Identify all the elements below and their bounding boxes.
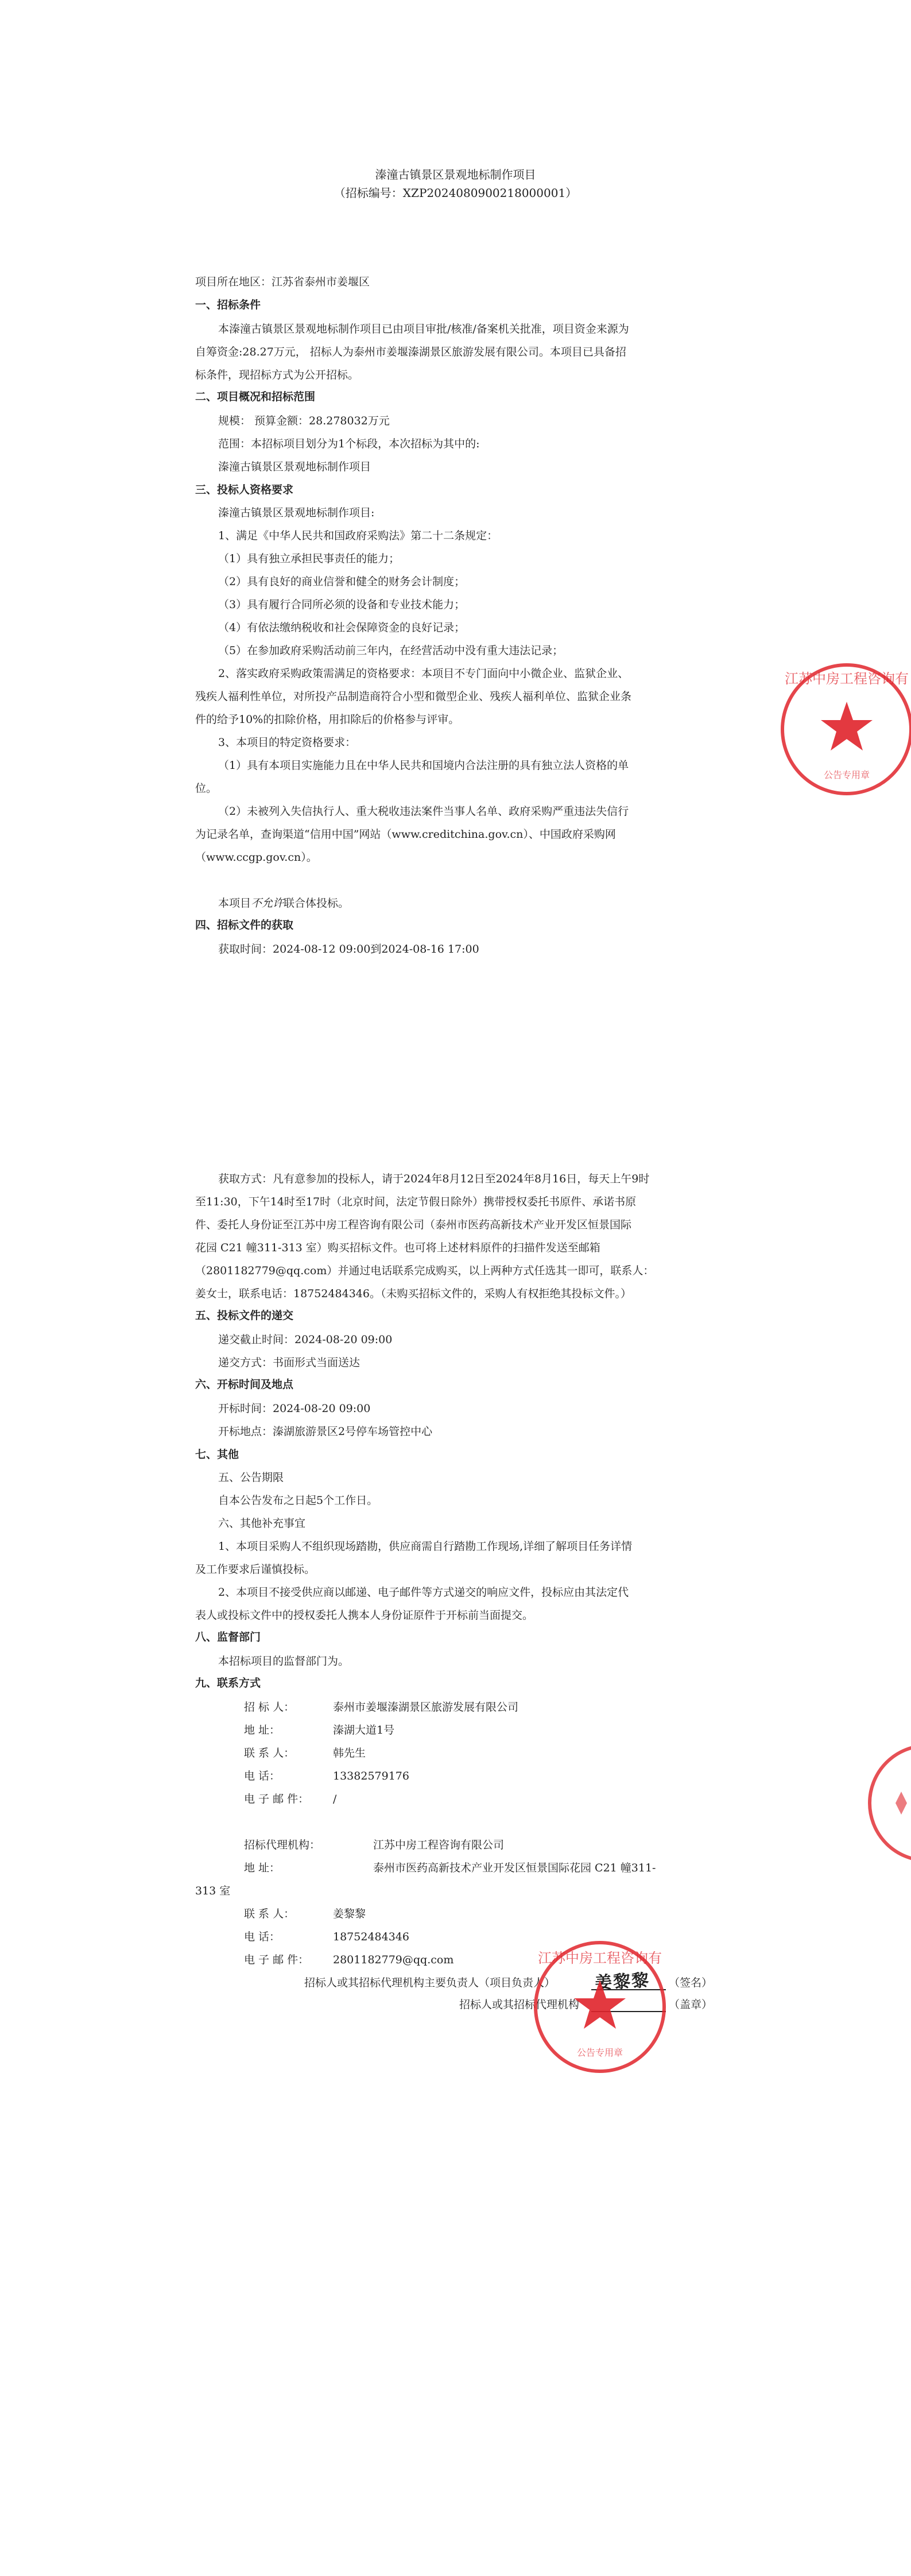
- s5-line2: 递交方式：书面形式当面送达: [218, 1356, 360, 1369]
- s2-line2: 范围：本招标项目划分为1个标段，本次招标为其中的:: [218, 438, 480, 450]
- tenderer-address-label: 地 址：: [244, 1724, 281, 1736]
- agency-email-label: 电 子 邮 件：: [244, 1954, 309, 1966]
- s7-line3: 六、其他补充事宜: [218, 1517, 306, 1530]
- tenderer-address-value: 溱湖大道1号: [333, 1724, 395, 1736]
- s7-line6: 2、本项目不接受供应商以邮递、电子邮件等方式递交的响应文件，投标应由其法定代: [218, 1586, 629, 1599]
- s2-line3: 溱潼古镇景区景观地标制作项目: [218, 461, 371, 473]
- s5-line1: 递交截止时间：2024-08-20 09:00: [218, 1333, 393, 1346]
- s3-consortium-b: 不允许: [251, 897, 284, 910]
- s4-line7: 姜女士，联系电话：18752484346。（未购买招标文件的，采购人有权拒绝其投标文件。）: [195, 1287, 631, 1300]
- tenderer-contact-label: 联 系 人：: [244, 1747, 295, 1759]
- s3-line15: 为记录名单，查询渠道“信用中国”网站（www.creditchina.gov.cn）、中国政府采购网: [195, 828, 616, 841]
- svg-text:江苏中房工程咨询有: 江苏中房工程咨询有: [785, 671, 909, 687]
- section-1-heading: 一、招标条件: [195, 299, 261, 311]
- s7-line2: 自本公告发布之日起5个工作日。: [218, 1494, 378, 1507]
- agency-email-value: 2801182779@qq.com: [333, 1954, 454, 1966]
- project-location: 项目所在地区：江苏省泰州市姜堰区: [195, 276, 370, 288]
- s3-line13: 位。: [195, 782, 218, 795]
- s3-line11: 3、本项目的特定资格要求：: [218, 736, 356, 749]
- s4-line3: 至11:30，下午14时至17时（北京时间，法定节假日除外）携带授权委托书原件、承诺书原: [195, 1196, 637, 1208]
- s3-line7: （5）在参加政府采购活动前三年内，在经营活动中没有重大违法记录；: [218, 644, 564, 657]
- s3-consortium-a: 本项目: [218, 897, 251, 910]
- s3-line2: 1、满足《中华人民共和国政府采购法》第二十二条规定：: [218, 529, 498, 542]
- tenderer-phone-label: 电 话：: [244, 1770, 281, 1782]
- agency-label: 招标代理机构：: [244, 1839, 321, 1851]
- section-6-heading: 六、开标时间及地点: [195, 1378, 294, 1391]
- s8-line1: 本招标项目的监督部门为。: [218, 1655, 350, 1668]
- s6-line2: 开标地点：溱湖旅游景区2号停车场管控中心: [218, 1425, 433, 1438]
- agency-address-value: 泰州市医药高新技术产业开发区恒景国际花园 C21 幢311-: [373, 1862, 656, 1874]
- tenderer-label: 招 标 人：: [244, 1701, 295, 1714]
- bid-number: （招标编号：XZP2024080900218000001）: [334, 186, 577, 200]
- s7-line4: 1、本项目采购人不组织现场踏勘，供应商需自行踏勘工作现场,详细了解项目任务详情: [218, 1540, 633, 1553]
- document-title: 溱潼古镇景区景观地标制作项目: [375, 168, 536, 181]
- agency-contact-label: 联 系 人：: [244, 1908, 295, 1920]
- s4-line1: 获取时间：2024-08-12 09:00到2024-08-16 17:00: [218, 943, 479, 956]
- agency-address-label: 地 址：: [244, 1862, 281, 1874]
- handwritten-signature: 姜黎黎: [594, 1970, 651, 1994]
- section-3-heading: 三、投标人资格要求: [195, 484, 294, 496]
- partial-seal-right-edge: [867, 1740, 911, 1866]
- s1-line3: 标条件，现招标方式为公开招标。: [195, 369, 359, 381]
- agency-value: 江苏中房工程咨询有限公司: [373, 1839, 505, 1851]
- s7-line1: 五、公告期限: [218, 1471, 284, 1484]
- s7-line7: 表人或投标文件中的授权委托人携本人身份证原件于开标前当面提交。: [195, 1609, 534, 1622]
- tenderer-phone-value: 13382579176: [333, 1770, 409, 1782]
- s3-line5: （3）具有履行合同所必须的设备和专业技术能力；: [218, 598, 466, 611]
- s2-line1: 规模： 预算金额：28.278032万元: [218, 415, 390, 427]
- s3-line12: （1）具有本项目实施能力且在中华人民共和国境内合法注册的具有独立法人资格的单: [218, 759, 629, 772]
- sign-line-2-label: 招标人或其招标代理机构: [459, 1998, 580, 2011]
- s3-consortium-line: [218, 896, 349, 911]
- section-8-heading: 八、监督部门: [195, 1631, 261, 1643]
- section-7-heading: 七、其他: [195, 1448, 239, 1461]
- s6-line1: 开标时间：2024-08-20 09:00: [218, 1402, 371, 1415]
- s3-line9: 残疾人福利性单位，对所投产品制造商符合小型和微型企业、残疾人福利单位、监狱企业条: [195, 690, 632, 703]
- agency-phone-label: 电 话：: [244, 1931, 281, 1943]
- tenderer-email-value: /: [333, 1793, 337, 1805]
- tenderer-value: 泰州市姜堰溱湖景区旅游发展有限公司: [333, 1701, 519, 1714]
- s7-line5: 及工作要求后谨慎投标。: [195, 1563, 316, 1576]
- tenderer-email-label: 电 子 邮 件：: [244, 1793, 309, 1805]
- svg-text:江苏中房工程咨询有: 江苏中房工程咨询有: [538, 1950, 662, 1966]
- s3-line14: （2）未被列入失信执行人、重大税收违法案件当事人名单、政府采购严重违法失信行: [218, 805, 629, 818]
- s3-line8: 2、落实政府采购政策需满足的资格要求：本项目不专门面向中小微企业、监狱企业、: [218, 667, 629, 680]
- section-9-heading: 九、联系方式: [195, 1677, 261, 1689]
- s3-line6: （4）有依法缴纳税收和社会保障资金的良好记录；: [218, 621, 466, 634]
- s4-line5: 花园 C21 幢311-313 室）购买招标文件。也可将上述材料原件的扫描件发送至邮箱: [195, 1241, 600, 1254]
- section-4-heading: 四、招标文件的获取: [195, 919, 294, 931]
- company-seal-bottom: [528, 1935, 672, 2079]
- s4-line4: 件、委托人身份证至江苏中房工程咨询有限公司（泰州市医药高新技术产业开发区恒景国际: [195, 1219, 632, 1231]
- s1-line2: 自筹资金:28.27万元， 招标人为泰州市姜堰溱湖景区旅游发展有限公司。本项目已具备招: [195, 346, 626, 358]
- s3-line1: 溱潼古镇景区景观地标制作项目:: [218, 506, 375, 519]
- s3-consortium-c: 联合体投标。: [284, 897, 350, 910]
- sign-line-1-label: 招标人或其招标代理机构主要负责人（项目负责人）: [304, 1977, 556, 1989]
- tenderer-contact-value: 韩先生: [333, 1747, 366, 1759]
- s3-line10: 件的给予10%的扣除价格，用扣除后的价格参与评审。: [195, 713, 460, 726]
- s3-line3: （1）具有独立承担民事责任的能力；: [218, 552, 400, 565]
- s3-line4: （2）具有良好的商业信誉和健全的财务会计制度；: [218, 575, 466, 588]
- agency-phone-value: 18752484346: [333, 1931, 409, 1943]
- agency-address-cont: 313 室: [195, 1885, 231, 1897]
- svg-text:公告专用章: 公告专用章: [576, 2047, 623, 2058]
- svg-text:公告专用章: 公告专用章: [823, 769, 870, 780]
- s4-line6: （2801182779@qq.com）并通过电话联系完成购买，以上两种方式任选其一即可，联系人：: [195, 1264, 654, 1277]
- section-5-heading: 五、投标文件的递交: [195, 1309, 294, 1322]
- sign-line-1-end: （签名）: [669, 1977, 713, 1989]
- s3-line16: （www.ccgp.gov.cn）。: [195, 851, 317, 864]
- s4-line2: 获取方式：凡有意参加的投标人，请于2024年8月12日至2024年8月16日，每天上午9时: [218, 1173, 650, 1185]
- agency-contact-value: 姜黎黎: [333, 1908, 366, 1920]
- company-seal-right-edge: [772, 660, 911, 798]
- section-2-heading: 二、项目概况和招标范围: [195, 390, 316, 403]
- sign-line-2-end: （盖章）: [669, 1998, 713, 2011]
- s1-line1: 本溱潼古镇景区景观地标制作项目已由项目审批/核准/备案机关批准，项目资金来源为: [218, 323, 629, 335]
